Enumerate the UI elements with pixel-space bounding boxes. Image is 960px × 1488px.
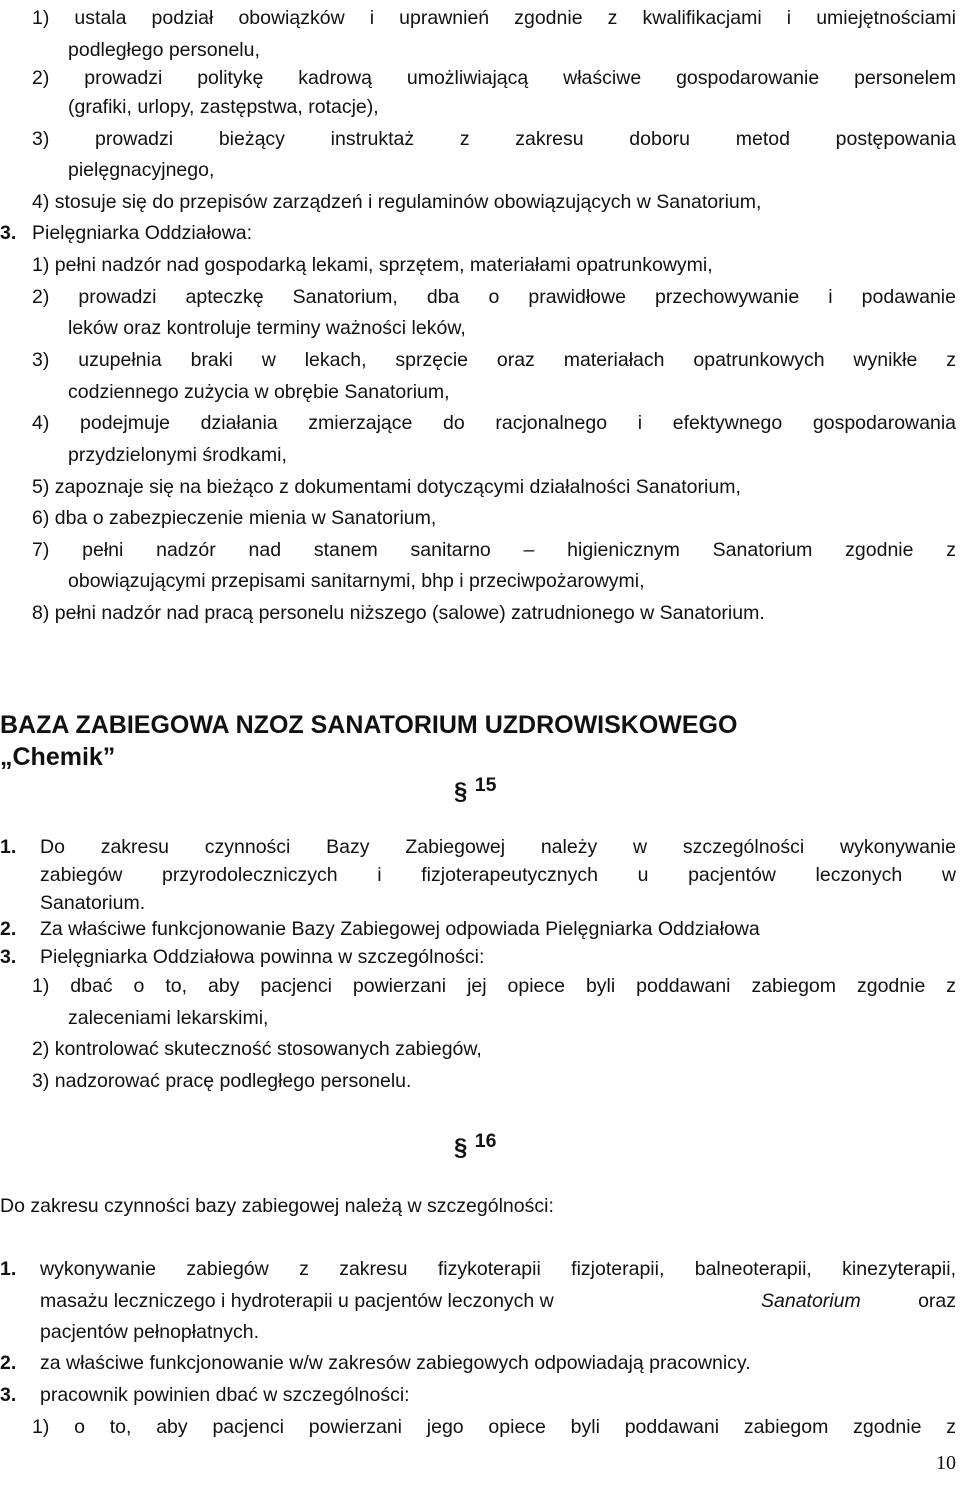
text-line: 1) pełni nadzór nad gospodarką lekami, sprzętem, materiałami opatrunkowymi, bbox=[32, 254, 713, 276]
text-line: pielęgnacyjnego, bbox=[68, 159, 215, 181]
text-line: leków oraz kontroluje terminy ważności leków, bbox=[68, 317, 466, 339]
text-line: 2) prowadzi politykę kadrową umożliwiającą właściwe gospodarowanie personelem bbox=[32, 67, 956, 89]
section-marker bbox=[454, 772, 497, 805]
section-number: 16 bbox=[474, 1130, 497, 1152]
text-line: Za właściwe funkcjonowanie Bazy Zabiegowej odpowiada Pielęgniarka Oddziałowa bbox=[40, 918, 760, 940]
item-number: 1. bbox=[0, 836, 17, 858]
text-line: 3) uzupełnia braki w lekach, sprzęcie oraz materiałach opatrunkowych wynikłe z bbox=[32, 349, 956, 371]
item-number: 1. bbox=[0, 1258, 17, 1280]
text-line: przydzielonymi środkami, bbox=[68, 444, 287, 466]
item-number: 3. bbox=[0, 222, 17, 244]
text-segment: masażu leczniczego i hydroterapii u pacjentów leczonych w bbox=[40, 1290, 554, 1312]
section-sign: § bbox=[454, 778, 468, 805]
text-line: 1) dbać o to, aby pacjenci powierzani jej opiece byli poddawani zabiegom zgodnie z bbox=[32, 975, 956, 997]
text-line: wykonywanie zabiegów z zakresu fizykoterapii fizjoterapii, balneoterapii, kinezyterapii, bbox=[40, 1258, 956, 1280]
section-heading-name: „Chemik” bbox=[0, 743, 116, 771]
section-marker bbox=[454, 1128, 497, 1161]
text-line: zaleceniami lekarskimi, bbox=[68, 1007, 269, 1029]
text-line: Do zakresu czynności bazy zabiegowej należą w szczególności: bbox=[0, 1195, 554, 1217]
item-number: 3. bbox=[0, 1384, 17, 1406]
text-line: 3) prowadzi bieżący instruktaż z zakresu doboru metod postępowania bbox=[32, 128, 956, 150]
text-line: 5) zapoznaje się na bieżąco z dokumentami dotyczącymi działalności Sanatorium, bbox=[32, 476, 741, 498]
text-line: 4) stosuje się do przepisów zarządzeń i regulaminów obowiązujących w Sanatorium, bbox=[32, 191, 762, 213]
page-number: 10 bbox=[936, 1452, 956, 1474]
text-line: pracownik powinien dbać w szczególności: bbox=[40, 1384, 410, 1406]
text-line: podległego personelu, bbox=[68, 39, 260, 61]
text-line: 4) podejmuje działania zmierzające do racjonalnego i efektywnego gospodarowania bbox=[32, 412, 956, 434]
text-line: (grafiki, urlopy, zastępstwa, rotacje), bbox=[68, 96, 379, 118]
item-number: 2. bbox=[0, 1352, 17, 1374]
text-line: 2) prowadzi apteczkę Sanatorium, dba o prawidłowe przechowywanie i podawanie bbox=[32, 286, 956, 308]
text-segment-italic: Sanatorium bbox=[761, 1290, 861, 1312]
item-number: 3. bbox=[0, 946, 17, 968]
text-line: codziennego zużycia w obrębie Sanatorium, bbox=[68, 381, 450, 403]
text-line: Sanatorium. bbox=[40, 892, 146, 914]
text-line: 3) nadzorować pracę podległego personelu. bbox=[32, 1070, 412, 1092]
text-line: pacjentów pełnopłatnych. bbox=[40, 1321, 259, 1343]
text-line: 7) pełni nadzór nad stanem sanitarno – higienicznym Sanatorium zgodnie z bbox=[32, 539, 956, 561]
item-number: 2. bbox=[0, 918, 17, 940]
text-line bbox=[40, 1289, 956, 1313]
text-line: 6) dba o zabezpieczenie mienia w Sanatorium, bbox=[32, 507, 437, 529]
text-line: zabiegów przyrodoleczniczych i fizjoterapeutycznych u pacjentów leczonych w bbox=[40, 864, 956, 886]
text-line: 2) kontrolować skuteczność stosowanych zabiegów, bbox=[32, 1038, 482, 1060]
text-line: Do zakresu czynności Bazy Zabiegowej należy w szczególności wykonywanie bbox=[40, 836, 956, 858]
section-number: 15 bbox=[474, 774, 497, 796]
text-line: obowiązującymi przepisami sanitarnymi, bhp i przeciwpożarowymi, bbox=[68, 570, 645, 592]
text-line: Pielęgniarka Oddziałowa powinna w szczególności: bbox=[40, 946, 485, 968]
text-line: 1) o to, aby pacjenci powierzani jego opiece byli poddawani zabiegom zgodnie z bbox=[32, 1416, 956, 1438]
section-heading: BAZA ZABIEGOWA NZOZ SANATORIUM UZDROWISKOWEGO bbox=[0, 711, 738, 739]
text-line: 8) pełni nadzór nad pracą personelu niższego (salowe) zatrudnionego w Sanatorium. bbox=[32, 602, 765, 624]
text-line: Pielęgniarka Oddziałowa: bbox=[32, 222, 253, 244]
text-segment: oraz bbox=[918, 1290, 956, 1312]
text-line: 1) ustala podział obowiązków i uprawnień zgodnie z kwalifikacjami i umiejętnościami bbox=[32, 7, 956, 29]
section-sign: § bbox=[454, 1134, 468, 1161]
text-line: za właściwe funkcjonowanie w/w zakresów zabiegowych odpowiadają pracownicy. bbox=[40, 1352, 751, 1374]
